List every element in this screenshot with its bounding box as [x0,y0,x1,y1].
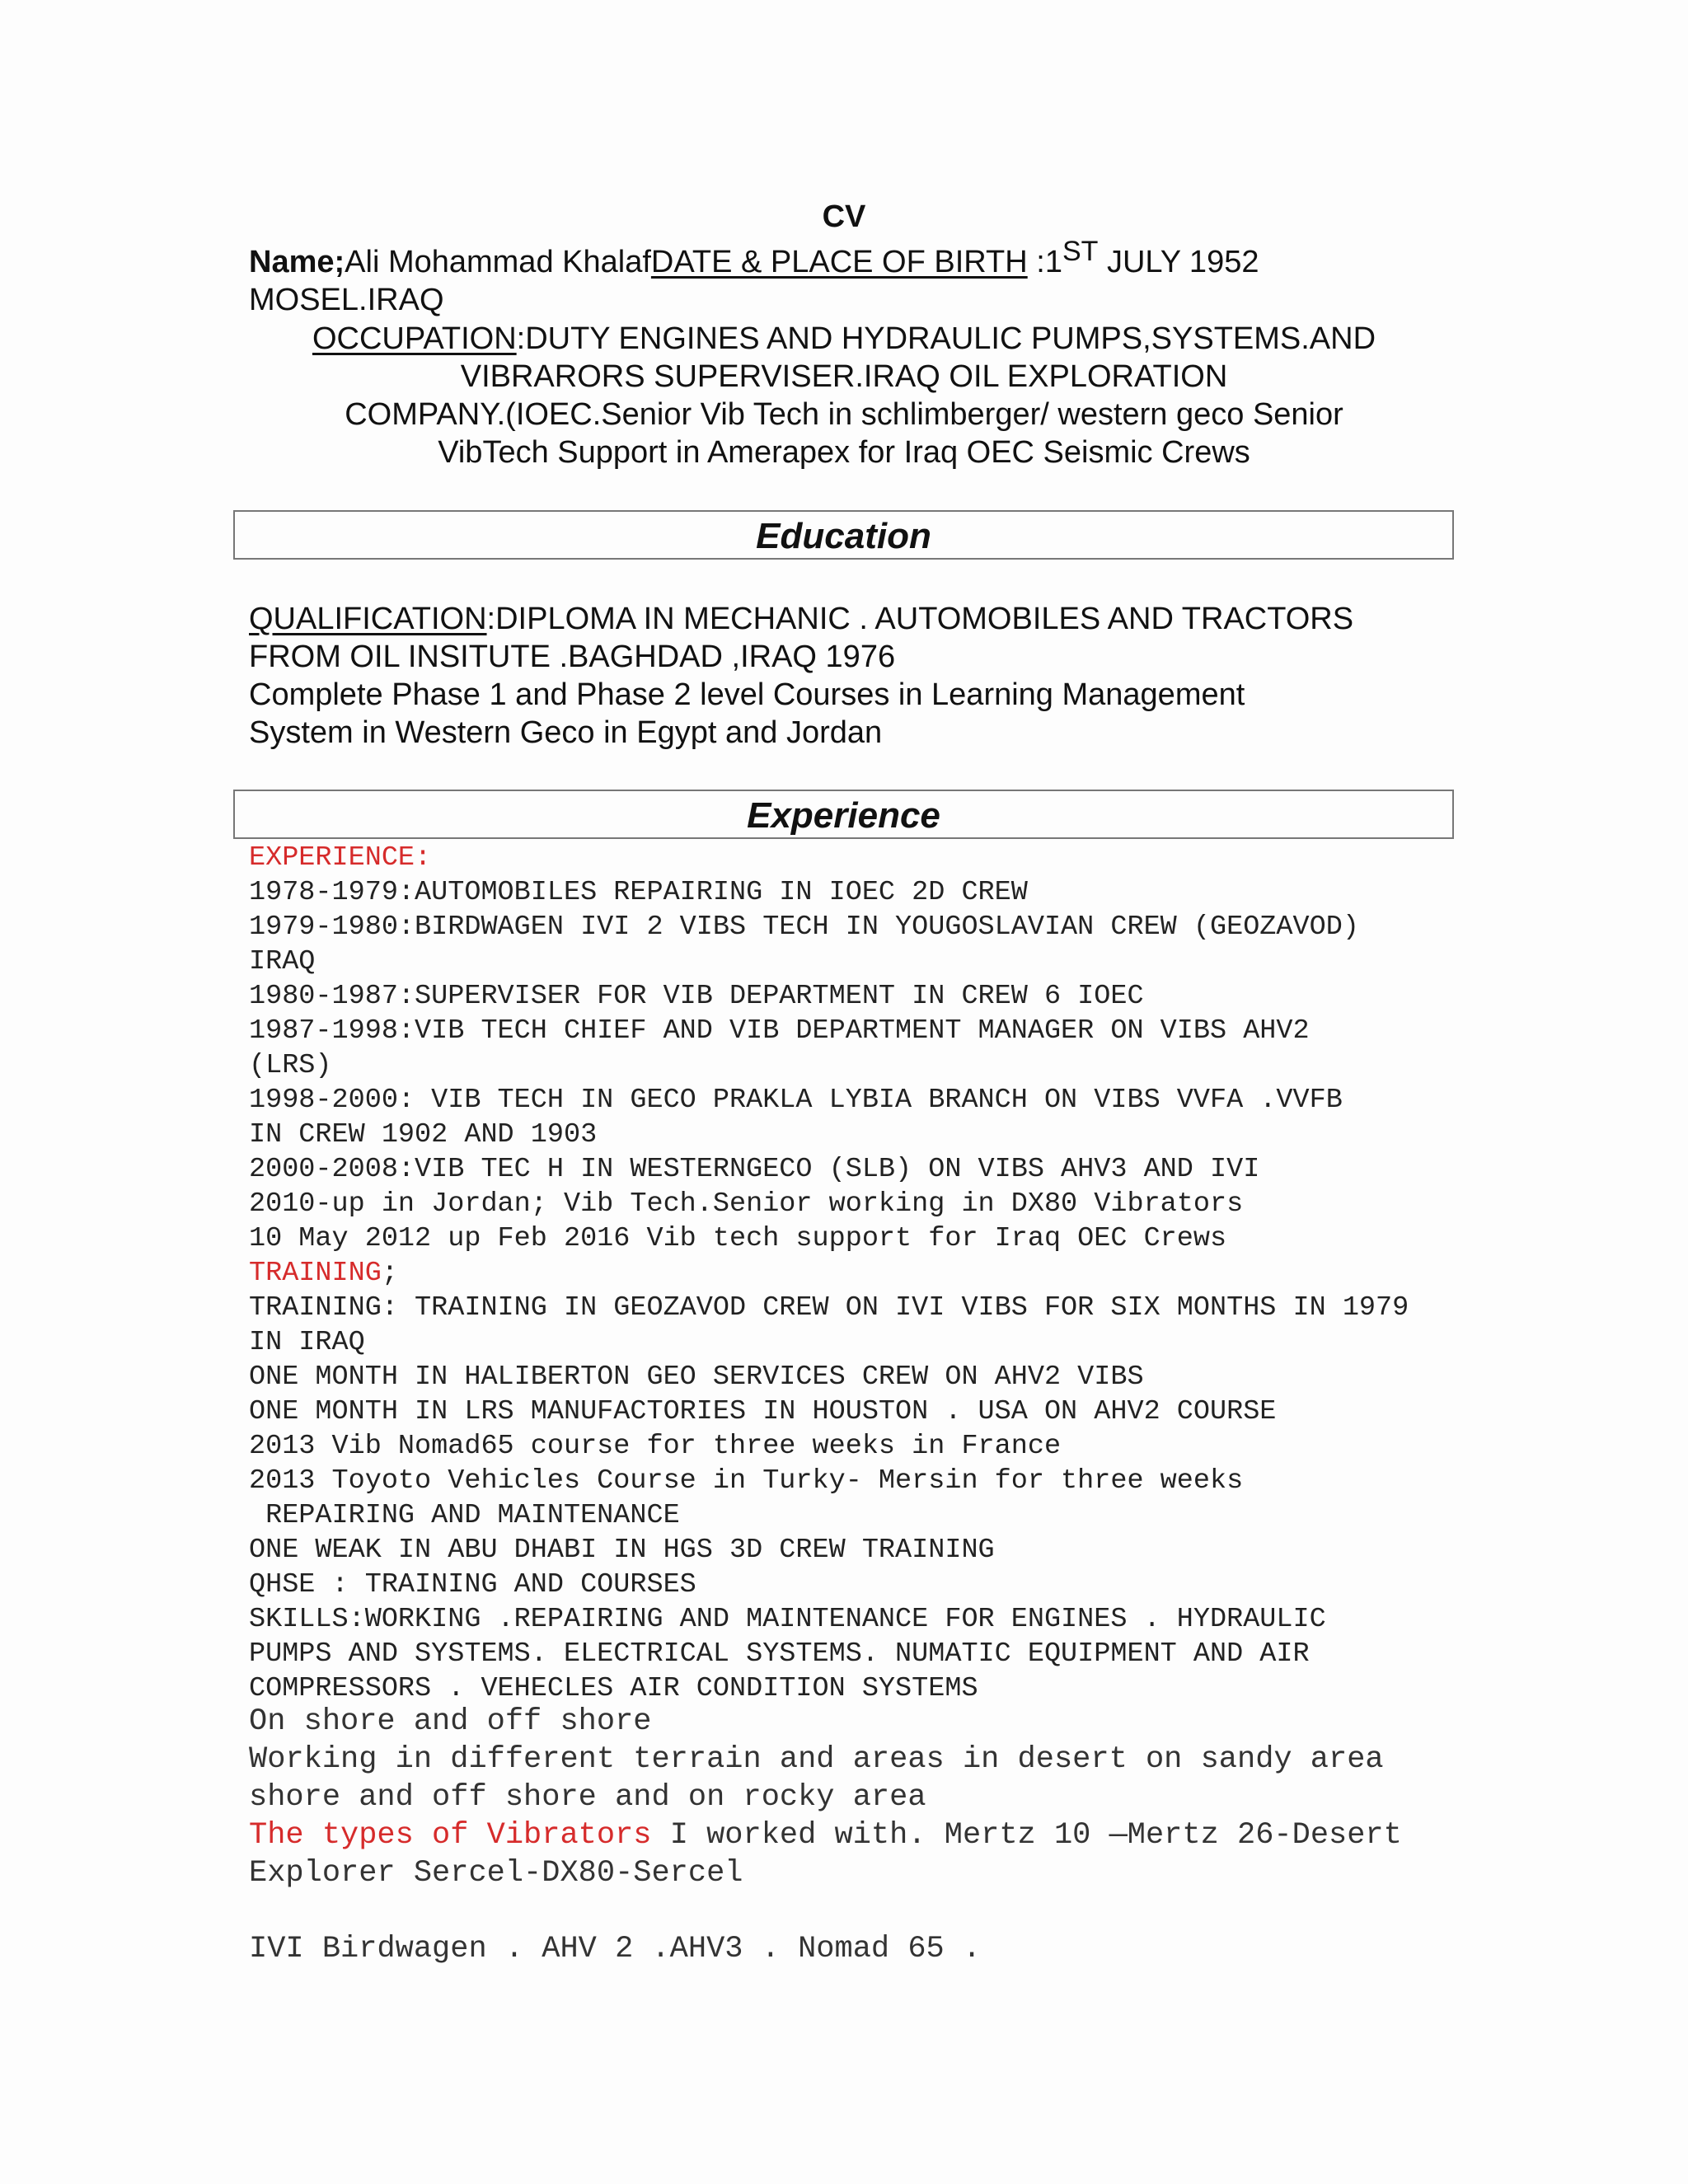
experience-line: 10 May 2012 up Feb 2016 Vib tech support for Iraq OEC Crews [249,1223,1227,1254]
training-line: 2013 Vib Nomad65 course for three weeks in France [249,1431,1062,1462]
name-value: Ali Mohammad Khalaf [345,245,651,279]
qualification-text-1: :DIPLOMA IN MECHANIC . AUTOMOBILES AND TRACTORS [486,602,1354,636]
birth-place: MOSEL.IRAQ [249,283,444,317]
experience-line: 1998-2000: VIB TECH IN GECO PRAKLA LYBIA BRANCH ON VIBS VVFA .VVFB [249,1085,1343,1116]
birth-date: JULY 1952 [1098,245,1259,279]
occupation-line-2: VIBRARORS SUPERVISER.IRAQ OIL EXPLORATION [460,359,1228,394]
experience-line: IN CREW 1902 AND 1903 [249,1119,598,1151]
vibrators-label: The types of Vibrators [249,1818,652,1853]
courses-line-2: System in Western Geco in Egypt and Jordan [249,715,883,750]
experience-line: 1980-1987:SUPERVISER FOR VIB DEPARTMENT IN CREW 6 IOEC [249,981,1144,1012]
experience-line: 1979-1980:BIRDWAGEN IVI 2 VIBS TECH IN YOUGOSLAVIAN CREW (GEOZAVOD) [249,912,1359,943]
training-line: ONE MONTH IN LRS MANUFACTORIES IN HOUSTON . USA ON AHV2 COURSE [249,1396,1277,1427]
skills-line: COMPRESSORS . VEHECLES AIR CONDITION SYSTEMS [249,1673,978,1704]
occupation-text-1: :DUTY ENGINES AND HYDRAULIC PUMPS,SYSTEMS.AND [516,321,1376,356]
vibrators-line-1 [249,1816,1402,1854]
qualification-label: QUALIFICATION [249,602,487,636]
experience-line: IRAQ [249,946,316,977]
terrain-line-2: shore and off shore and on rocky area [249,1780,926,1815]
training-line: QHSE : TRAINING AND COURSES [249,1569,696,1601]
skills-line: SKILLS:WORKING .REPAIRING AND MAINTENANCE FOR ENGINES . HYDRAULIC [249,1604,1326,1635]
skills-line: PUMPS AND SYSTEMS. ELECTRICAL SYSTEMS. NUMATIC EQUIPMENT AND AIR [249,1638,1310,1670]
training-line: ONE WEAK IN ABU DHABI IN HGS 3D CREW TRAINING [249,1535,995,1566]
training-line: 2013 Toyoto Vehicles Course in Turky- Mersin for three weeks [249,1465,1244,1497]
experience-label: EXPERIENCE: [249,842,432,874]
experience-line: (LRS) [249,1050,332,1081]
vibrators-line-3: IVI Birdwagen . AHV 2 .AHV3 . Nomad 65 . [249,1932,982,1966]
name-line [249,236,1259,281]
courses-line-1: Complete Phase 1 and Phase 2 level Courses in Learning Management [249,677,1245,712]
terrain-line-1: Working in different terrain and areas in desert on sandy area [249,1742,1384,1777]
training-suffix: ; [381,1258,398,1289]
qualification-line-2: FROM OIL INSITUTE .BAGHDAD ,IRAQ 1976 [249,640,896,674]
vibrators-line-2: Explorer Sercel-DX80-Sercel [249,1856,743,1891]
occupation-line-1 [0,320,1688,358]
experience-line: 1987-1998:VIB TECH CHIEF AND VIB DEPARTMENT MANAGER ON VIBS AHV2 [249,1015,1310,1047]
shore-line: On shore and off shore [249,1704,652,1739]
name-label: Name; [249,245,345,279]
education-section-box [233,510,1454,560]
training-label: TRAINING [249,1258,382,1289]
training-header [249,1256,398,1291]
birth-prefix: :1 [1027,245,1062,279]
qualification-line-1 [249,600,1353,638]
experience-line: 2010-up in Jordan; Vib Tech.Senior working in DX80 Vibrators [249,1188,1244,1220]
experience-line: 2000-2008:VIB TEC H IN WESTERNGECO (SLB) ON VIBS AHV3 AND IVI [249,1154,1260,1185]
occupation-label: OCCUPATION [312,321,517,356]
experience-section-box [233,790,1454,839]
occupation-line-3: COMPANY.(IOEC.Senior Vib Tech in schlimberger/ western geco Senior [345,397,1343,432]
birth-label: DATE & PLACE OF BIRTH [650,245,1028,279]
training-line: REPAIRING AND MAINTENANCE [249,1500,680,1531]
training-line: ONE MONTH IN HALIBERTON GEO SERVICES CREW ON AHV2 VIBS [249,1361,1144,1393]
birth-sup: ST [1062,236,1099,267]
training-line: TRAINING: TRAINING IN GEOZAVOD CREW ON IVI VIBS FOR SIX MONTHS IN 1979 [249,1292,1409,1324]
experience-line: 1978-1979:AUTOMOBILES REPAIRING IN IOEC 2D CREW [249,877,1028,908]
occupation-line-4: VibTech Support in Amerapex for Iraq OEC Seismic Crews [438,435,1250,470]
cv-title: CV [822,199,866,234]
training-line: IN IRAQ [249,1327,365,1358]
experience-heading: Experience [747,795,940,836]
vibrators-text-1: I worked with. Mertz 10 —Mertz 26-Desert [651,1818,1402,1853]
education-heading: Education [756,516,931,556]
